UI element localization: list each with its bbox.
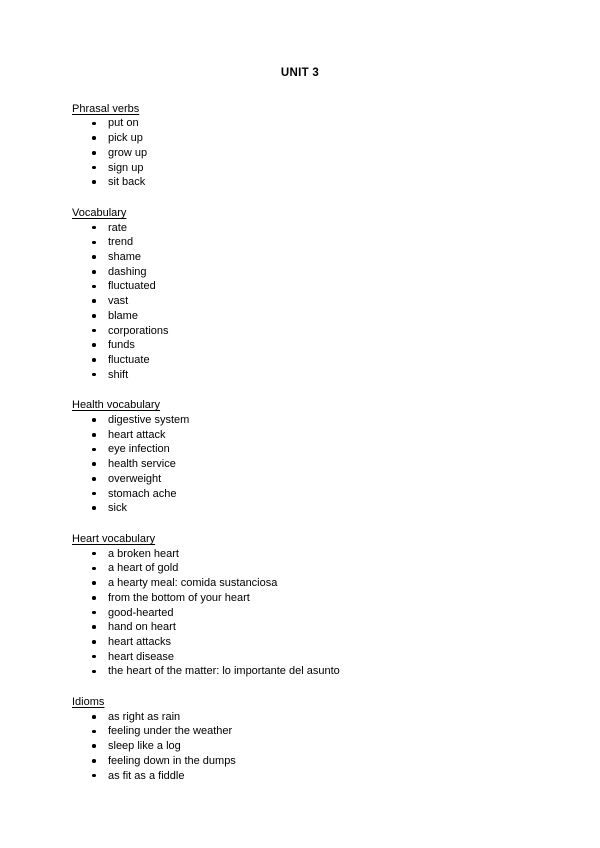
list-item: grow up — [108, 146, 600, 161]
list-item: heart attack — [108, 428, 600, 443]
section-heading: Phrasal verbs — [72, 102, 140, 115]
list-item: overweight — [108, 472, 600, 487]
list-item: shift — [108, 368, 600, 383]
list-item: a broken heart — [108, 547, 600, 562]
list-item: good-hearted — [108, 606, 600, 621]
section-heading: Idioms — [72, 696, 105, 709]
bullet-list — [0, 116, 600, 190]
list-item: feeling under the weather — [108, 724, 600, 739]
list-item: fluctuated — [108, 279, 600, 294]
list-item: dashing — [108, 265, 600, 280]
section-heading: Heart vocabulary — [72, 532, 156, 545]
list-item: sit back — [108, 175, 600, 190]
section-phrasal-verbs — [0, 102, 600, 190]
list-item: as fit as a fiddle — [108, 769, 600, 784]
list-item: eye infection — [108, 442, 600, 457]
list-item: pick up — [108, 131, 600, 146]
section-heading: Health vocabulary — [72, 399, 161, 412]
bullet-list — [0, 710, 600, 784]
list-item: shame — [108, 250, 600, 265]
list-item: funds — [108, 338, 600, 353]
list-item: sign up — [108, 161, 600, 176]
list-item: health service — [108, 457, 600, 472]
list-item: heart disease — [108, 650, 600, 665]
section-vocabulary — [0, 206, 600, 382]
list-item: heart attacks — [108, 635, 600, 650]
list-item: as right as rain — [108, 710, 600, 725]
page-title: UNIT 3 — [280, 67, 320, 79]
list-item: sleep like a log — [108, 739, 600, 754]
list-item: a hearty meal: comida sustanciosa — [108, 576, 600, 591]
list-item: blame — [108, 309, 600, 324]
list-item: from the bottom of your heart — [108, 591, 600, 606]
section-health-vocabulary — [0, 398, 600, 516]
list-item: stomach ache — [108, 487, 600, 502]
list-item: hand on heart — [108, 620, 600, 635]
list-item: feeling down in the dumps — [108, 754, 600, 769]
bullet-list — [0, 413, 600, 516]
list-item: sick — [108, 501, 600, 516]
list-item: trend — [108, 235, 600, 250]
list-item: vast — [108, 294, 600, 309]
list-item: corporations — [108, 324, 600, 339]
sections — [0, 102, 600, 784]
list-item: a heart of gold — [108, 561, 600, 576]
section-heading: Vocabulary — [72, 206, 127, 219]
list-item: the heart of the matter: lo importante del asunto — [108, 664, 600, 679]
list-item: digestive system — [108, 413, 600, 428]
section-heart-vocabulary — [0, 532, 600, 679]
list-item: rate — [108, 221, 600, 236]
bullet-list — [0, 547, 600, 679]
bullet-list — [0, 221, 600, 383]
section-idioms — [0, 695, 600, 783]
list-item: fluctuate — [108, 353, 600, 368]
list-item: put on — [108, 116, 600, 131]
